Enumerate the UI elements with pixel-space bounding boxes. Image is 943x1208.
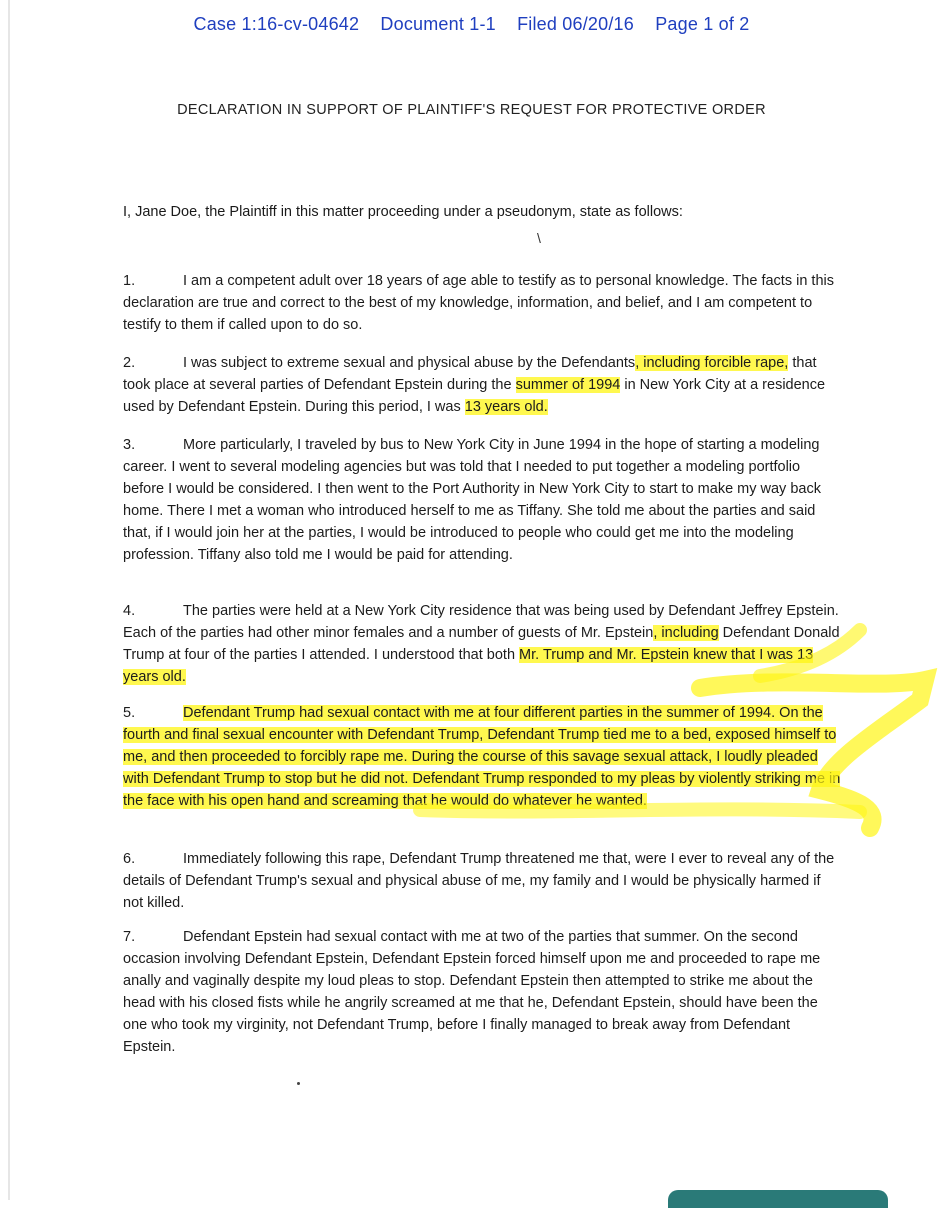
highlighted-text: Mr. Trump and Mr. Epstein knew that I was 13 years old. xyxy=(123,647,814,685)
paragraph-number: 5. xyxy=(123,705,136,721)
paragraph-number: 6. xyxy=(123,851,136,867)
margin-mark: \ xyxy=(537,230,541,246)
case-number: Case 1:16-cv-04642 xyxy=(193,14,360,34)
paragraph-number: 1. xyxy=(123,273,136,289)
paragraph-text: I am a competent adult over 18 years of age able to testify as to personal knowledge. The facts in this declaration are true and correct to the best of my knowledge, information, and belief, and I am competent to testify to them if called upon to do so. xyxy=(123,273,834,333)
filed-date: Filed 06/20/16 xyxy=(517,14,634,34)
paragraph-number: 7. xyxy=(123,929,136,945)
court-header xyxy=(0,14,943,35)
intro-statement: I, Jane Doe, the Plaintiff in this matter proceeding under a pseudonym, state as follows: xyxy=(123,204,683,220)
page-left-edge xyxy=(8,0,10,1200)
paragraph-text: Defendant Donald Trump at four of the parties I attended. I understood that both xyxy=(123,625,840,663)
paragraph-text: that took place at several parties of Defendant Epstein during the xyxy=(123,355,817,393)
paragraph-text: More particularly, I traveled by bus to New York City in June 1994 in the hope of starting a modeling career. I went to several modeling agencies but was told that I needed to put together a modeling portfolio before I would be considered. I then went to the Port Authority in New York City to start to make my way back home. There I met a woman who introduced herself to me as Tiffany. She told me about the parties and said that, if I would join her at the parties, I would be introduced to people who could get me into the modeling profession. Tiffany also told me I would be paid for attending. xyxy=(123,437,821,563)
paragraph-number: 3. xyxy=(123,437,136,453)
paragraph-3 xyxy=(123,434,843,566)
paragraph-1 xyxy=(123,270,843,336)
paragraph-5 xyxy=(123,702,843,812)
paragraph-text: Defendant Epstein had sexual contact with me at two of the parties that summer. On the second occasion involving Defendant Epstein, Defendant Epstein forced himself upon me and proceeded to rape me anally and vaginally despite my loud pleas to stop. Defendant Epstein then attempted to strike me about the head with his closed fists while he angrily screamed at me that he, Defendant Epstein, should have been the one who took my virginity, not Defendant Trump, before I finally managed to break away from Defendant Epstein. xyxy=(123,929,821,1055)
paragraph-2 xyxy=(123,352,843,418)
page-indicator: Page 1 of 2 xyxy=(655,14,750,34)
highlighted-text: Defendant Trump had sexual contact with me at four different parties in the summer of 1994. On the fourth and final sexual encounter with Defendant Trump, Defendant Trump tied me to a bed, exposed himself to me, and then proceeded to forcibly rape me. During the course of this savage sexual attack, I loudly pleaded with Defendant Trump to stop but he did not. Defendant Trump responded to my pleas by violently striking me in the face with his open hand and screaming that he would do whatever he wanted. xyxy=(123,705,841,809)
stray-mark xyxy=(297,1082,300,1085)
paragraph-text: in New York City at a residence used by Defendant Epstein. During this period, I was xyxy=(123,377,826,415)
highlighted-text: summer of 1994 xyxy=(515,377,621,393)
paragraph-6 xyxy=(123,848,843,914)
paragraph-7 xyxy=(123,926,843,1058)
paragraph-text: The parties were held at a New York City residence that was being used by Defendant Jeffrey Epstein. Each of the parties had other minor females and a number of guests of Mr. Epstein xyxy=(123,603,839,641)
corner-tab xyxy=(668,1190,888,1208)
paragraph-4 xyxy=(123,600,843,688)
highlighted-text: , including forcible rape, xyxy=(635,355,789,371)
document-title: DECLARATION IN SUPPORT OF PLAINTIFF'S REQUEST FOR PROTECTIVE ORDER xyxy=(177,102,766,118)
highlighted-text: , including xyxy=(653,625,719,641)
paragraph-number: 2. xyxy=(123,355,136,371)
document-number: Document 1-1 xyxy=(380,14,496,34)
paragraph-number: 4. xyxy=(123,603,136,619)
paragraph-text: I was subject to extreme sexual and physical abuse by the Defendants xyxy=(183,355,636,371)
paragraph-text: Immediately following this rape, Defendant Trump threatened me that, were I ever to reveal any of the details of Defendant Trump's sexual and physical abuse of me, my family and I would be physically harmed if not killed. xyxy=(123,851,835,911)
highlighted-text: 13 years old. xyxy=(464,399,548,415)
